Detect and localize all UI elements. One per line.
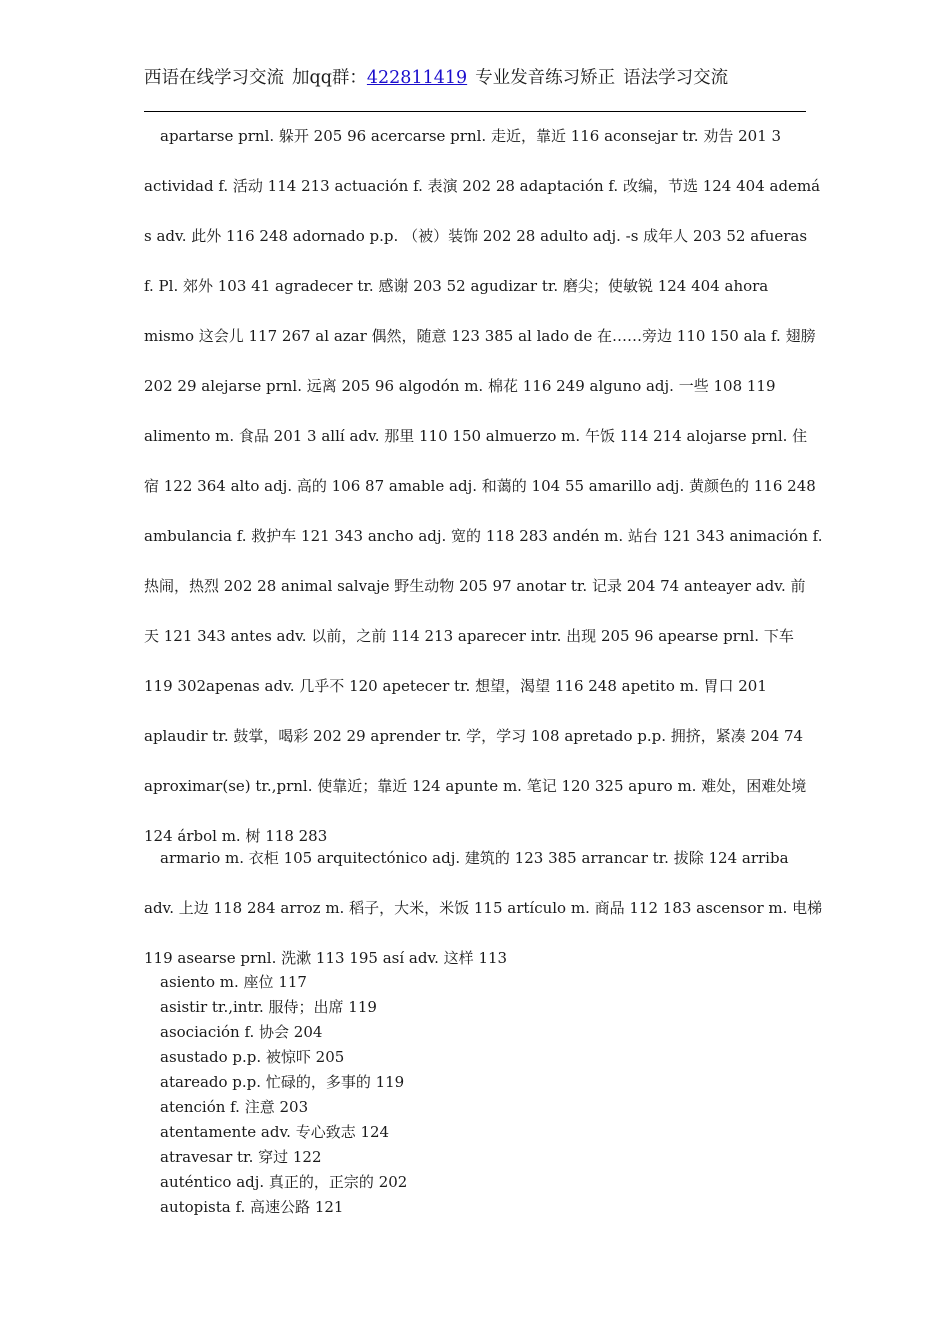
vocab-line: ambulancia f. 救护车 121 343 ancho adj. 宽的 118 283 andén m. 站台 121 343 animación f. (144, 527, 823, 545)
vocab-line: 宿 122 364 alto adj. 高的 106 87 amable adj. 和蔼的 104 55 amarillo adj. 黄颜色的 116 248 (144, 477, 816, 495)
qq-group-link[interactable]: 422811419 (366, 68, 468, 88)
vocab-line: 天 121 343 antes adv. 以前，之前 114 213 aparecer intr. 出现 205 96 apearse prnl. 下车 (144, 627, 794, 645)
vocab-entry: asistir tr.,intr. 服侍；出席 119 (160, 998, 377, 1016)
vocab-line: apartarse prnl. 躲开 205 96 acercarse prnl. 走近，靠近 116 aconsejar tr. 劝告 201 3 (160, 127, 782, 145)
header-pronunciation: 专业发音练习矫正 (475, 68, 616, 88)
vocab-line: 119 asearse prnl. 洗漱 113 195 así adv. 这样 113 (144, 949, 508, 967)
vocab-paragraph-a (144, 123, 823, 849)
vocab-entry: asociación f. 协会 204 (160, 1023, 323, 1041)
vocab-paragraph-b (144, 845, 823, 971)
vocab-entry: asustado p.p. 被惊吓 205 (160, 1048, 345, 1066)
page-header (144, 64, 806, 100)
vocab-line: f. Pl. 郊外 103 41 agradecer tr. 感谢 203 52 agudizar tr. 磨尖；使敏锐 124 404 ahora (144, 277, 769, 295)
header-qq-label: 加qq群： (292, 68, 367, 88)
header-grammar: 语法学习交流 (623, 68, 729, 88)
vocab-entry: autopista f. 高速公路 121 (160, 1198, 344, 1216)
vocab-entry-list (160, 970, 800, 1220)
vocab-entry: atención f. 注意 203 (160, 1098, 309, 1116)
vocab-entry: asiento m. 座位 117 (160, 973, 307, 991)
vocab-line: actividad f. 活动 114 213 actuación f. 表演 202 28 adaptación f. 改编，节选 124 404 ademá (144, 177, 821, 195)
vocab-line: mismo 这会儿 117 267 al azar 偶然，随意 123 385 al lado de 在……旁边 110 150 ala f. 翅膀 (144, 327, 816, 345)
header-title: 西语在线学习交流 (144, 68, 284, 88)
vocab-line: adv. 上边 118 284 arroz m. 稻子，大米，米饭 115 artículo m. 商品 112 183 ascensor m. 电梯 (144, 899, 823, 917)
vocab-line: 热闹，热烈 202 28 animal salvaje 野生动物 205 97 anotar tr. 记录 204 74 anteayer adv. 前 (144, 577, 806, 595)
vocab-line: aproximar(se) tr.,prnl. 使靠近；靠近 124 apunte m. 笔记 120 325 apuro m. 难处，困难处境 (144, 777, 807, 795)
vocab-entry: atareado p.p. 忙碌的，多事的 119 (160, 1073, 405, 1091)
vocab-line: s adv. 此外 116 248 adornado p.p. （被）装饰 202 28 adulto adj. -s 成年人 203 52 afueras (144, 227, 808, 245)
vocab-entry: atravesar tr. 穿过 122 (160, 1148, 322, 1166)
vocab-line: aplaudir tr. 鼓掌，喝彩 202 29 aprender tr. 学，学习 108 apretado p.p. 拥挤，紧凑 204 74 (144, 727, 804, 745)
vocab-entry: auténtico adj. 真正的，正宗的 202 (160, 1173, 408, 1191)
vocab-entry: atentamente adv. 专心致志 124 (160, 1123, 390, 1141)
vocab-line: 124 árbol m. 树 118 283 (144, 827, 328, 845)
vocab-line: 202 29 alejarse prnl. 远离 205 96 algodón m. 棉花 116 249 alguno adj. 一些 108 119 (144, 377, 776, 395)
vocab-line: alimento m. 食品 201 3 allí adv. 那里 110 150 almuerzo m. 午饭 114 214 alojarse prnl. 住 (144, 427, 808, 445)
header-divider (144, 111, 806, 112)
vocab-line: 119 302apenas adv. 几乎不 120 apetecer tr. 想望，渴望 116 248 apetito m. 胃口 201 (144, 677, 767, 695)
vocab-line: armario m. 衣柜 105 arquitectónico adj. 建筑的 123 385 arrancar tr. 拔除 124 arriba (160, 849, 789, 867)
